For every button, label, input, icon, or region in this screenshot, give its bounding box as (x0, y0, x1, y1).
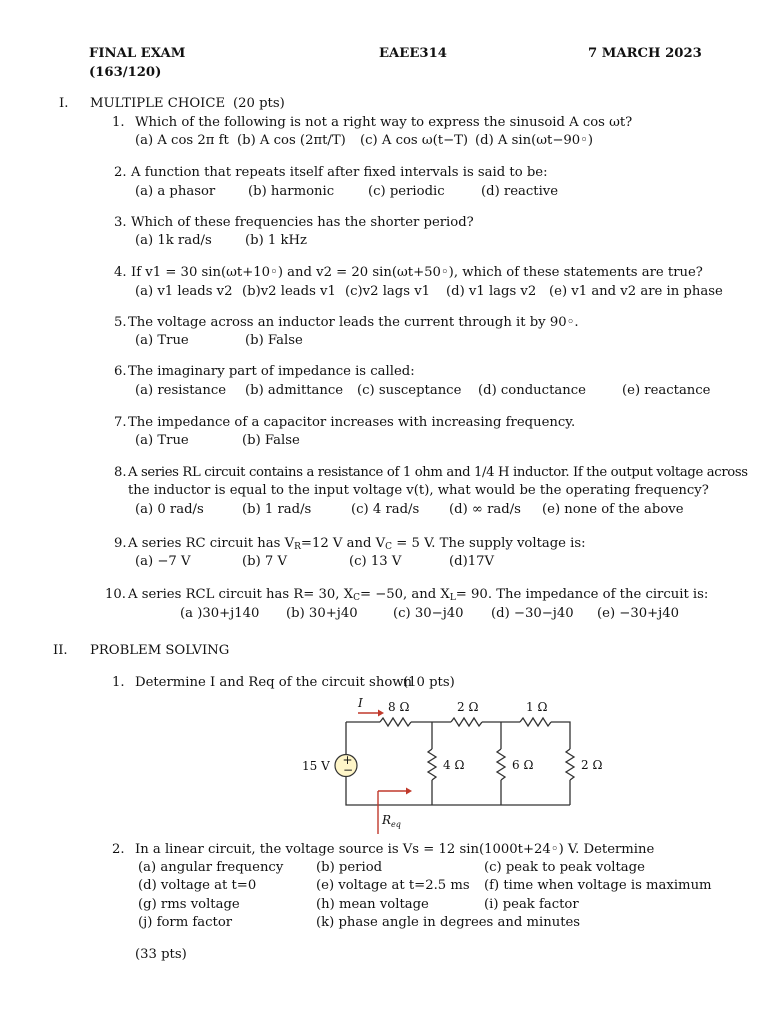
question-options (0, 606, 768, 624)
question-number: 2. (114, 165, 127, 180)
label-r5: 6 Ω (512, 758, 534, 772)
question-options (0, 502, 768, 520)
resistor-2-ohm-shunt (566, 749, 574, 780)
label-r3: 1 Ω (526, 700, 548, 714)
label-r1: 8 Ω (388, 700, 410, 714)
problem-items-row (0, 878, 768, 896)
current-arrow-head (378, 710, 384, 717)
section-2-numeral: II. (53, 643, 68, 658)
problem-item: (b) period (316, 860, 383, 875)
section-1-points: (20 pts) (233, 96, 285, 111)
question-options (0, 433, 768, 451)
problem-items-row (0, 860, 768, 878)
exam-subtitle: (163/120) (89, 65, 162, 80)
option: (e) −30+j40 (597, 606, 680, 621)
source-minus: − (343, 763, 354, 777)
question-number: 6. (114, 364, 127, 379)
wire (551, 722, 570, 749)
question-options (0, 184, 768, 202)
option: (d) v1 lags v2 (446, 284, 537, 299)
section-1-title: MULTIPLE CHOICE (90, 96, 226, 111)
label-r4: 4 Ω (443, 758, 465, 772)
question-number: 5. (114, 315, 127, 330)
label-r6: 2 Ω (581, 758, 603, 772)
option: (c) 13 V (349, 554, 402, 569)
label-r2: 2 Ω (457, 700, 479, 714)
option: (c)v2 lags v1 (345, 284, 431, 299)
problem-items-row (0, 915, 768, 933)
question-number: 8. (114, 465, 127, 480)
exam-date: 7 MARCH 2023 (588, 46, 702, 61)
resistor-4-ohm (428, 749, 436, 780)
option: (b) False (242, 433, 300, 448)
question-options (0, 383, 768, 401)
question-text: The imaginary part of impedance is called: (128, 364, 415, 379)
question-number: 1. (112, 115, 125, 130)
question-number: 4. (114, 265, 127, 280)
question-number: 9. (114, 536, 127, 551)
option: (a) A cos 2π ft (135, 133, 229, 148)
question-options (0, 284, 768, 302)
option: (c) A cos ω(t−T) (360, 133, 469, 148)
option: (a) True (135, 333, 189, 348)
question-options (0, 554, 768, 572)
question-text: Which of these frequencies has the shorter period? (131, 215, 474, 230)
question-options (0, 333, 768, 351)
current-label: I (358, 696, 363, 710)
option: (a) −7 V (135, 554, 191, 569)
problem-item: (c) peak to peak voltage (484, 860, 645, 875)
option: (b) False (245, 333, 303, 348)
problem-number: 2. (112, 842, 125, 857)
option: (e) v1 and v2 are in phase (549, 284, 723, 299)
option: (d) A sin(ωt−90◦) (475, 133, 594, 148)
question-text: The impedance of a capacitor increases with increasing frequency. (128, 415, 576, 430)
option: (e) reactance (622, 383, 711, 398)
problem-item: (j) form factor (138, 915, 233, 930)
option: (e) none of the above (542, 502, 684, 517)
option: (d) reactive (481, 184, 559, 199)
problem-item: (g) rms voltage (138, 897, 240, 912)
question-options (0, 233, 768, 251)
problem-points: (33 pts) (135, 947, 187, 962)
question-text: Which of the following is not a right way to express the sinusoid A cos ωt? (135, 115, 633, 130)
problem-number: 1. (112, 675, 125, 690)
option: (d) ∞ rad/s (449, 502, 521, 517)
problem-points: (10 pts) (403, 675, 455, 690)
label-source: 15 V (302, 759, 330, 773)
question-number: 3. (114, 215, 127, 230)
option: (a) True (135, 433, 189, 448)
problem-item: (h) mean voltage (316, 897, 429, 912)
option: (b) A cos (2πt/T) (237, 133, 346, 148)
problem-item: (e) voltage at t=2.5 ms (316, 878, 470, 893)
option: (c) susceptance (357, 383, 462, 398)
question-text: A series RC circuit has $V_R=12$ V and $V_C = 5$ V. The supply voltage is: (128, 536, 586, 552)
option: (a) v1 leads v2 (135, 284, 233, 299)
source-plus: + (342, 753, 353, 767)
problem-text: In a linear circuit, the voltage source is Vs = 12 sin(1000t+24◦) V. Determine (135, 842, 655, 857)
option: (a) resistance (135, 383, 227, 398)
question-options (0, 133, 768, 151)
problem-text: Determine I and Req of the circuit shown (135, 675, 413, 690)
question-text: A series RL circuit contains a resistance of 1 ohm and 1/4 H inductor. If the output voltage across (128, 465, 748, 480)
question-number: 7. (114, 415, 127, 430)
question-text: A function that repeats itself after fixed intervals is said to be: (131, 165, 548, 180)
question-number: 10. (105, 587, 126, 602)
question-text-continued: the inductor is equal to the input voltage v(t), what would be the operating frequency? (128, 483, 709, 498)
resistor-6-ohm (497, 749, 505, 780)
problem-item: (i) peak factor (484, 897, 579, 912)
option: (c) 4 rad/s (351, 502, 420, 517)
req-arrow-head (406, 788, 412, 795)
course-code: EAEE314 (379, 46, 447, 61)
option: (b) 30+j40 (286, 606, 358, 621)
option: (b) admittance (245, 383, 344, 398)
option: (d) conductance (478, 383, 586, 398)
option: (b) harmonic (248, 184, 335, 199)
option: (c) 30−j40 (393, 606, 464, 621)
option: (a) a phasor (135, 184, 216, 199)
option: (a) 1k rad/s (135, 233, 212, 248)
circuit-diagram (298, 694, 608, 838)
question-text: If v1 = 30 sin(ωt+10◦) and v2 = 20 sin(ωt+50◦), which of these statements are true? (131, 265, 703, 280)
option: (a) 0 rad/s (135, 502, 204, 517)
section-2-title: PROBLEM SOLVING (90, 643, 230, 658)
problem-item: (a) angular frequency (138, 860, 284, 875)
option: (b)v2 leads v1 (242, 284, 336, 299)
option: (a )30+j140 (180, 606, 260, 621)
option: (b) 7 V (242, 554, 288, 569)
option: (b) 1 rad/s (242, 502, 312, 517)
section-1-numeral: I. (59, 96, 69, 111)
exam-title: FINAL EXAM (89, 46, 186, 61)
problem-item: (k) phase angle in degrees and minutes (316, 915, 581, 930)
label-req: $R_{eq}$ (382, 813, 401, 829)
problem-items-row (0, 897, 768, 915)
problem-item: (d) voltage at t=0 (138, 878, 257, 893)
question-text: The voltage across an inductor leads the current through it by 90◦. (128, 315, 579, 330)
problem-item: (f) time when voltage is maximum (484, 878, 712, 893)
option: (b) 1 kHz (245, 233, 307, 248)
option: (d) −30−j40 (491, 606, 574, 621)
question-text: A series RCL circuit has R= 30, $X_C= -50$, and $X_L= 90$. The impedance of the circuit is: (128, 587, 709, 603)
resistor-8-ohm (380, 718, 411, 726)
option: (c) periodic (368, 184, 445, 199)
option: (d)17V (449, 554, 495, 569)
resistor-1-ohm (520, 718, 551, 726)
resistor-2-ohm-series (451, 718, 482, 726)
